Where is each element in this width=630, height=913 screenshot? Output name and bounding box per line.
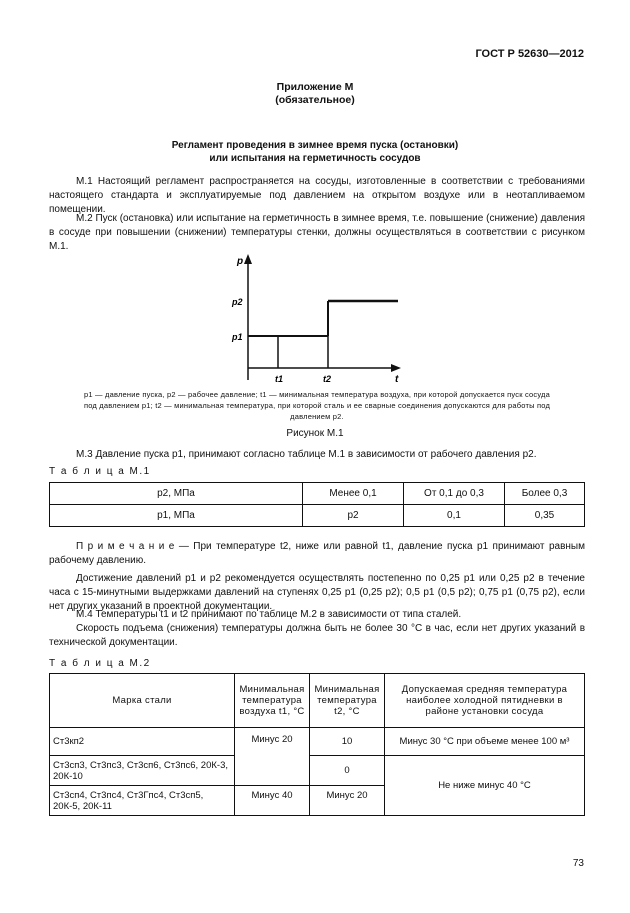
table-cell: Минус 30 °С при объеме менее 100 м³ <box>385 728 585 756</box>
table-header: Марка стали <box>50 674 235 728</box>
paragraph-rate: Скорость подъема (снижения) температуры должна быть не более 30 °С в час, если нет других указаний в технической документации. <box>49 623 585 648</box>
axis-y-label: p <box>237 256 244 267</box>
p1-label: p1 <box>232 332 243 342</box>
note-paragraph: П р и м е ч а н и е — При температуре t2, ниже или равной t1, давление пуска p1 принимают равным рабочему давлению. <box>49 541 585 566</box>
table-header: Минимальная температура t2, °С <box>310 674 385 728</box>
p2-label: p2 <box>232 297 243 307</box>
table-cell: Не ниже минус 40 °С <box>385 756 585 816</box>
table-cell: Минус 20 <box>235 728 310 786</box>
table-cell: Минус 20 <box>310 786 385 816</box>
section-title-line2: или испытания на герметичность сосудов <box>209 153 421 164</box>
table-m1 <box>49 482 585 527</box>
table-row <box>50 756 585 786</box>
table-cell: p1, МПа <box>50 505 303 527</box>
figure-caption-line3: давлением p2. <box>290 412 344 421</box>
table-row <box>50 505 585 527</box>
paragraph-m3: М.3 Давление пуска p1, принимают согласно таблице М.1 в зависимости от рабочего давления p2. <box>76 449 537 460</box>
table-cell: Менее 0,1 <box>303 483 404 505</box>
table-cell: Ст3сп4, Ст3пс4, Ст3Гпс4, Ст3сп5, 20К-5, 20К-11 <box>50 786 235 816</box>
paragraph-m4: М.4 Температуры t1 и t2 принимают по таблице М.2 в зависимости от типа сталей. <box>76 609 462 620</box>
figure-title: Рисунок М.1 <box>286 428 344 439</box>
table1-label: Т а б л и ц а М.1 <box>49 466 151 477</box>
figure-m1 <box>225 250 405 390</box>
appendix-title: Приложение М <box>276 81 354 93</box>
table-cell: 0 <box>310 756 385 786</box>
table-cell: Минус 40 <box>235 786 310 816</box>
table2-label: Т а б л и ц а М.2 <box>49 658 151 669</box>
figure-caption-line2: под давлением p1; t2 — минимальная температура, при которой сталь и ее сварные соединения допускаются для работы под <box>83 401 551 410</box>
table-cell: Ст3кп2 <box>50 728 235 756</box>
page-number: 73 <box>572 858 584 869</box>
table-cell: 0,1 <box>404 505 505 527</box>
table-cell: 0,35 <box>505 505 585 527</box>
table-row <box>50 483 585 505</box>
table-cell: Более 0,3 <box>505 483 585 505</box>
doc-id: ГОСТ Р 52630—2012 <box>475 48 584 60</box>
table-header: Минимальная температура воздуха t1, °С <box>235 674 310 728</box>
table-row <box>50 674 585 728</box>
table-cell: p2, МПа <box>50 483 303 505</box>
section-title-line1: Регламент проведения в зимнее время пуска (остановки) <box>171 140 459 151</box>
table-cell: От 0,1 до 0,3 <box>404 483 505 505</box>
t1-label: t1 <box>275 374 284 384</box>
table-cell: 10 <box>310 728 385 756</box>
t2-label: t2 <box>323 374 332 384</box>
appendix-subtitle: (обязательное) <box>275 94 355 106</box>
paragraph-m2: М.2 Пуск (остановка) или испытание на герметичность в зимнее время, т.е. повышение (снижение) давления в сосуде при повышении (снижении) температуры стенки, должны осуществляться в соответствии с рисунком М.1. <box>49 213 585 252</box>
table-cell: Ст3сп3, Ст3пс3, Ст3сп6, Ст3пс6, 20К-3, 20К-10 <box>50 756 235 786</box>
figure-caption-line1: p1 — давление пуска, p2 — рабочее давление; t1 — минимальная температура воздуха, при которой допускается пуск сосуда <box>84 390 550 399</box>
table-row <box>50 728 585 756</box>
paragraph-reach: Достижение давлений p1 и p2 рекомендуется осуществлять постепенно по 0,25 p1 или 0,25 p2 в течение часа с 15-минутными выдержками давлений на ступенях 0,25 p1 (0,25 p2); 0,5 p1 (0,5 p2); 0,75 p1 (0,75 p2), если нет других указаний в проектной документации. <box>49 573 585 612</box>
table-cell: p2 <box>303 505 404 527</box>
axis-x-label: t <box>395 374 399 385</box>
table-header: Допускаемая средняя температура наиболее холодной пятидневки в районе установки сосуда <box>385 674 585 728</box>
paragraph-m1: М.1 Настоящий регламент распространяется на сосуды, изготовленные в соответствии с требованиями настоящего стандарта и эксплуатируемые под давлением на открытом воздухе или в неотапливаемом помещении. <box>49 176 585 215</box>
table-m2 <box>49 673 585 816</box>
